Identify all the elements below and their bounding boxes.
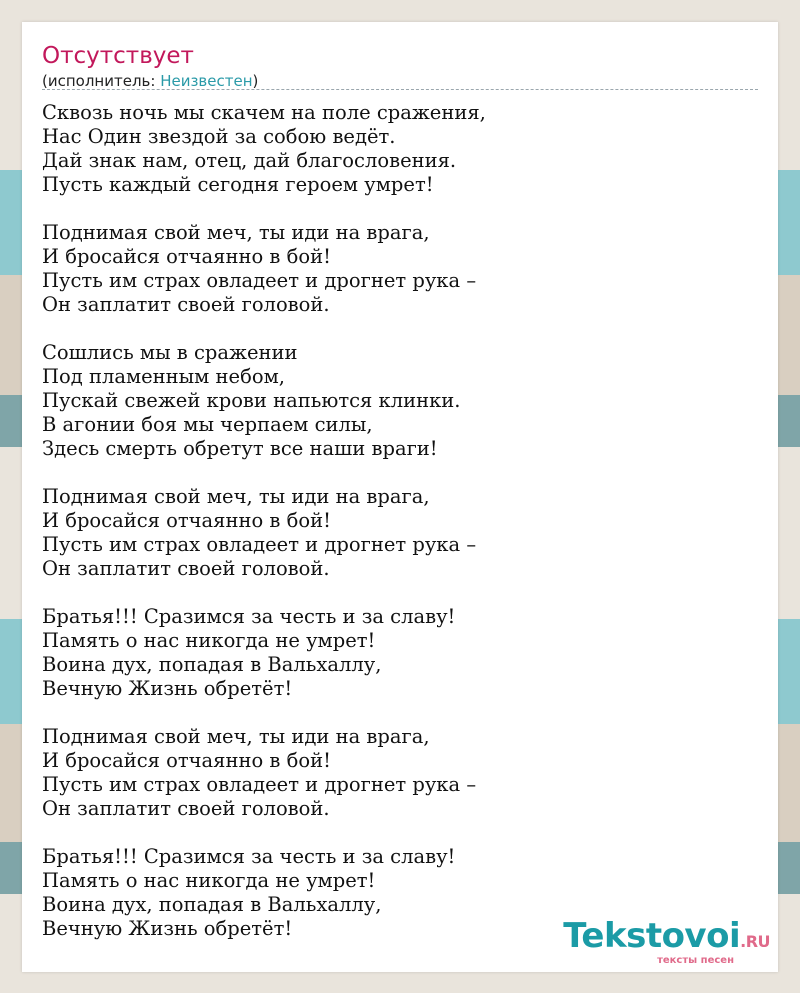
logo-tagline: тексты песен	[657, 955, 734, 966]
lyric-line: Поднимая свой меч, ты иди на врага,	[42, 221, 430, 244]
lyric-line: Нас Один звездой за собою ведёт.	[42, 125, 396, 148]
lyric-line: Воина дух, попадая в Вальхаллу,	[42, 653, 382, 676]
lyric-line: Сошлись мы в сражении	[42, 341, 298, 364]
performer-suffix: )	[252, 72, 259, 90]
lyric-line: Дай знак нам, отец, дай благословения.	[42, 149, 457, 172]
lyric-line: Сквозь ночь мы скачем на поле сражения,	[42, 101, 486, 124]
lyric-line: И бросайся отчаянно в бой!	[42, 509, 331, 532]
stanza-break	[42, 461, 742, 485]
lyric-line: Вечную Жизнь обретёт!	[42, 917, 293, 940]
lyric-line: Он заплатит своей головой.	[42, 293, 330, 316]
lyric-line: Пусть им страх овладеет и дрогнет рука –	[42, 269, 477, 292]
lyric-line: Память о нас никогда не умрет!	[42, 629, 376, 652]
lyric-line: Братья!!! Сразимся за честь и за славу!	[42, 605, 456, 628]
lyric-line: Пусть каждый сегодня героем умрет!	[42, 173, 434, 196]
performer-line	[42, 71, 258, 91]
lyric-line: В агонии боя мы черпаем силы,	[42, 413, 373, 436]
lyric-line: Братья!!! Сразимся за честь и за славу!	[42, 845, 456, 868]
stanza-break	[42, 581, 742, 605]
lyric-line: Под пламенным небом,	[42, 365, 285, 388]
lyric-line: И бросайся отчаянно в бой!	[42, 245, 331, 268]
title-divider	[42, 89, 758, 90]
lyric-line: И бросайся отчаянно в бой!	[42, 749, 331, 772]
lyric-line: Вечную Жизнь обретёт!	[42, 677, 293, 700]
lyric-line: Пусть им страх овладеет и дрогнет рука –	[42, 773, 477, 796]
lyrics-card	[22, 22, 778, 972]
stanza-break	[42, 701, 742, 725]
lyric-line: Здесь смерть обретут все наши враги!	[42, 437, 438, 460]
lyric-line: Пускай свежей крови напьются клинки.	[42, 389, 461, 412]
lyric-line: Поднимая свой меч, ты иди на врага,	[42, 485, 430, 508]
logo-name: Tekstovoi	[563, 916, 741, 956]
lyric-line: Поднимая свой меч, ты иди на врага,	[42, 725, 430, 748]
site-logo[interactable]	[563, 918, 770, 966]
song-title: Отсутствует	[42, 43, 194, 69]
stanza-break	[42, 821, 742, 845]
lyric-line: Память о нас никогда не умрет!	[42, 869, 376, 892]
lyrics-text	[42, 101, 742, 941]
performer-prefix: (исполнитель:	[42, 72, 161, 90]
lyric-line: Пусть им страх овладеет и дрогнет рука –	[42, 533, 477, 556]
lyric-line: Он заплатит своей головой.	[42, 557, 330, 580]
stanza-break	[42, 317, 742, 341]
lyric-line: Он заплатит своей головой.	[42, 797, 330, 820]
lyric-line: Воина дух, попадая в Вальхаллу,	[42, 893, 382, 916]
logo-tld: .RU	[740, 932, 770, 951]
performer-link[interactable]: Неизвестен	[160, 72, 253, 90]
stanza-break	[42, 197, 742, 221]
